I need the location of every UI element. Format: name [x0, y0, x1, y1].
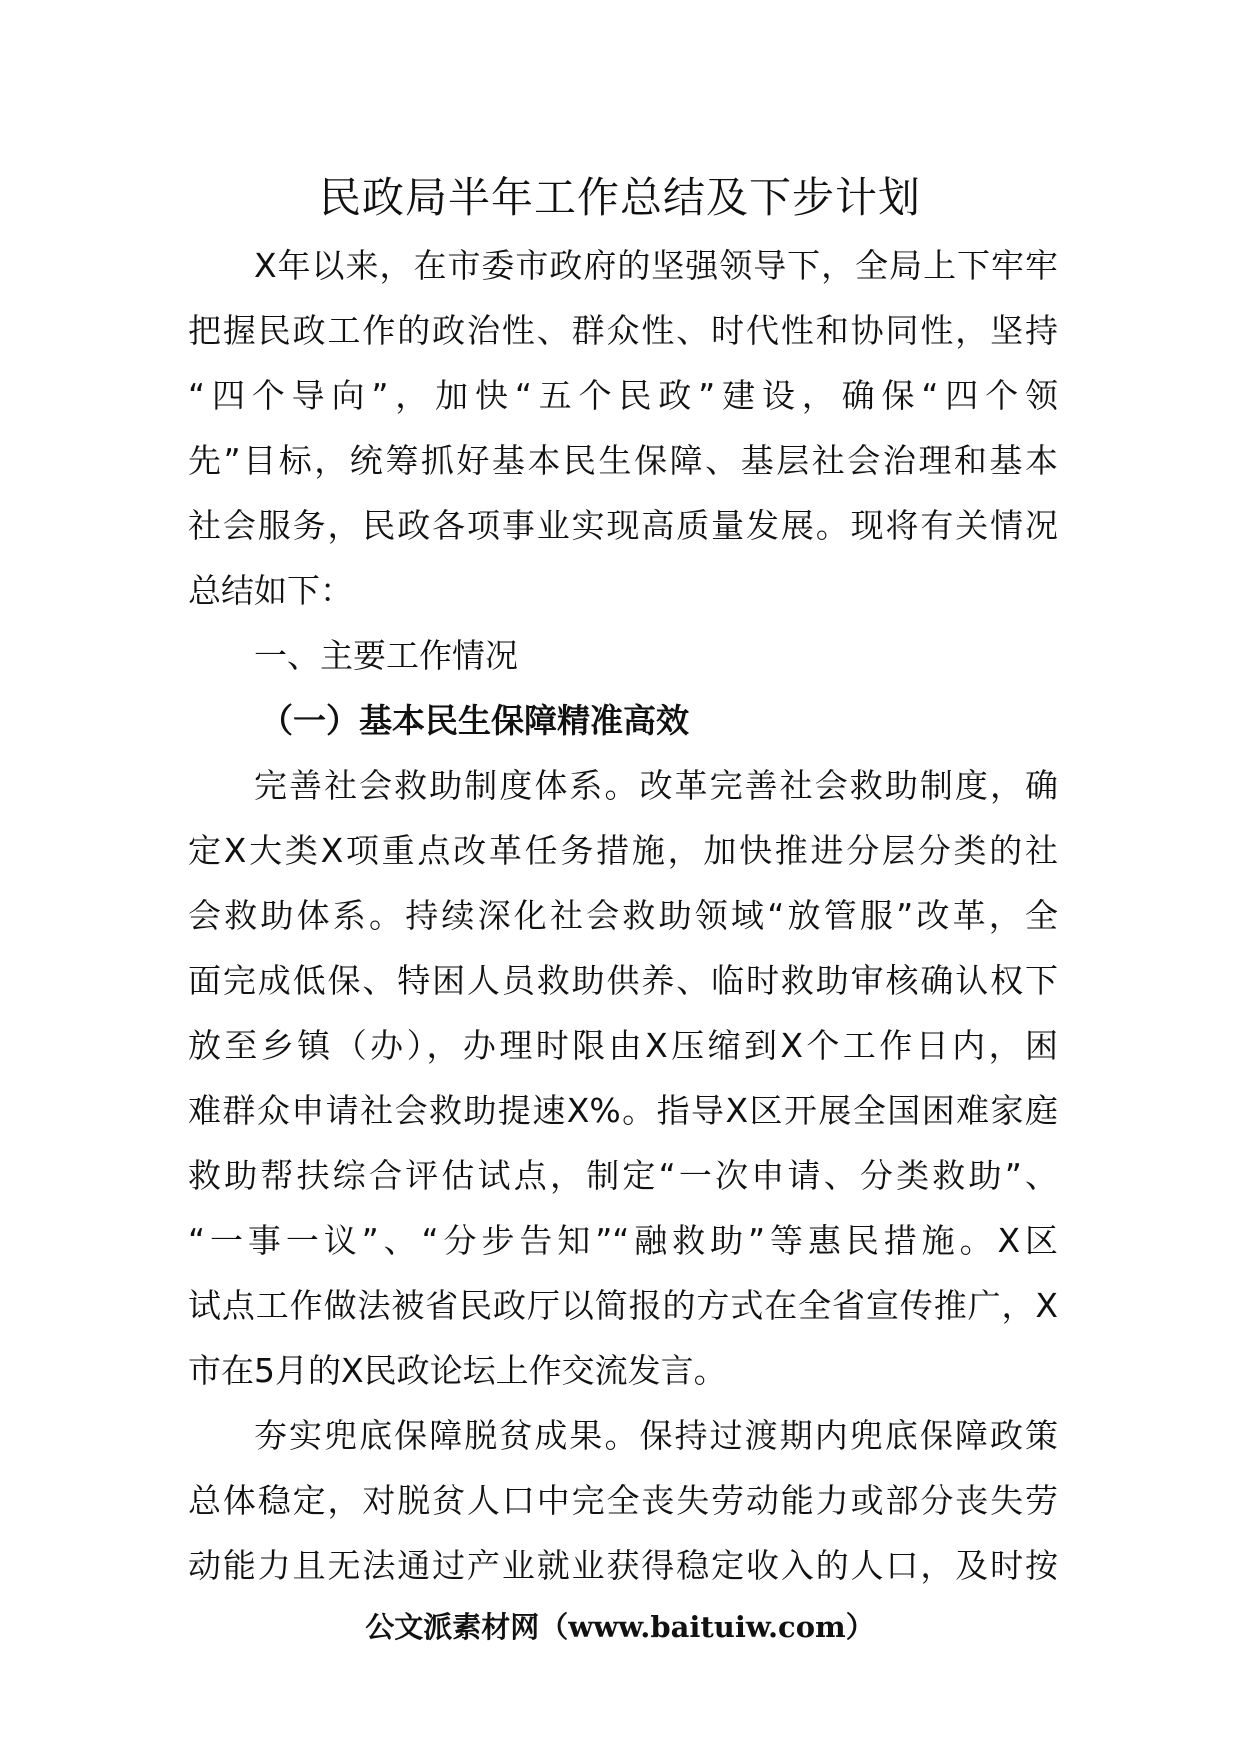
- document-title: 民政局半年工作总结及下步计划: [318, 173, 921, 222]
- paragraph-line: 试点工作做法被省民政厅以简报的方式在全省宣传推广，X: [188, 1286, 1058, 1325]
- section-heading: 一、主要工作情况: [254, 636, 518, 675]
- paragraph-line: “四个导向”，加快“五个民政”建设，确保“四个领: [188, 376, 1058, 415]
- paragraph-line: 放至乡镇（办），办理时限由X压缩到X个工作日内，困: [188, 1026, 1058, 1065]
- paragraph-line: “一事一议”、“分步告知”“融救助”等惠民措施。X区: [188, 1221, 1058, 1260]
- paragraph-line: 动能力且无法通过产业就业获得稳定收入的人口，及时按: [188, 1546, 1058, 1585]
- footer-watermark: 公文派素材网（www.baituiw.com）: [365, 1610, 875, 1644]
- paragraph-line: 面完成低保、特困人员救助供养、临时救助审核确认权下: [188, 961, 1058, 1000]
- paragraph-line: 完善社会救助制度体系。改革完善社会救助制度，确: [254, 766, 1058, 805]
- paragraph-line: 社会服务，民政各项事业实现高质量发展。现将有关情况: [188, 506, 1058, 545]
- paragraph-line: 定X大类X项重点改革任务措施，加快推进分层分类的社: [188, 831, 1058, 870]
- paragraph-line: 先”目标，统筹抓好基本民生保障、基层社会治理和基本: [188, 441, 1058, 480]
- paragraph-line: 市在5月的X民政论坛上作交流发言。: [188, 1351, 727, 1390]
- paragraph-line: 总结如下：: [188, 571, 353, 610]
- paragraph-line: 夯实兜底保障脱贫成果。保持过渡期内兜底保障政策: [254, 1416, 1058, 1455]
- paragraph-line: 救助帮扶综合评估试点，制定“一次申请、分类救助”、: [188, 1156, 1058, 1195]
- paragraph-line: 会救助体系。持续深化社会救助领域“放管服”改革，全: [188, 896, 1058, 935]
- paragraph-line: X年以来，在市委市政府的坚强领导下，全局上下牢牢: [254, 246, 1058, 285]
- paragraph-line: 总体稳定，对脱贫人口中完全丧失劳动能力或部分丧失劳: [188, 1481, 1058, 1520]
- paragraph-line: 难群众申请社会救助提速X%。指导X区开展全国困难家庭: [188, 1091, 1058, 1130]
- paragraph-line: 把握民政工作的政治性、群众性、时代性和协同性，坚持: [188, 311, 1058, 350]
- subsection-heading: （一）基本民生保障精准高效: [260, 701, 689, 740]
- document-body: [188, 233, 1058, 1598]
